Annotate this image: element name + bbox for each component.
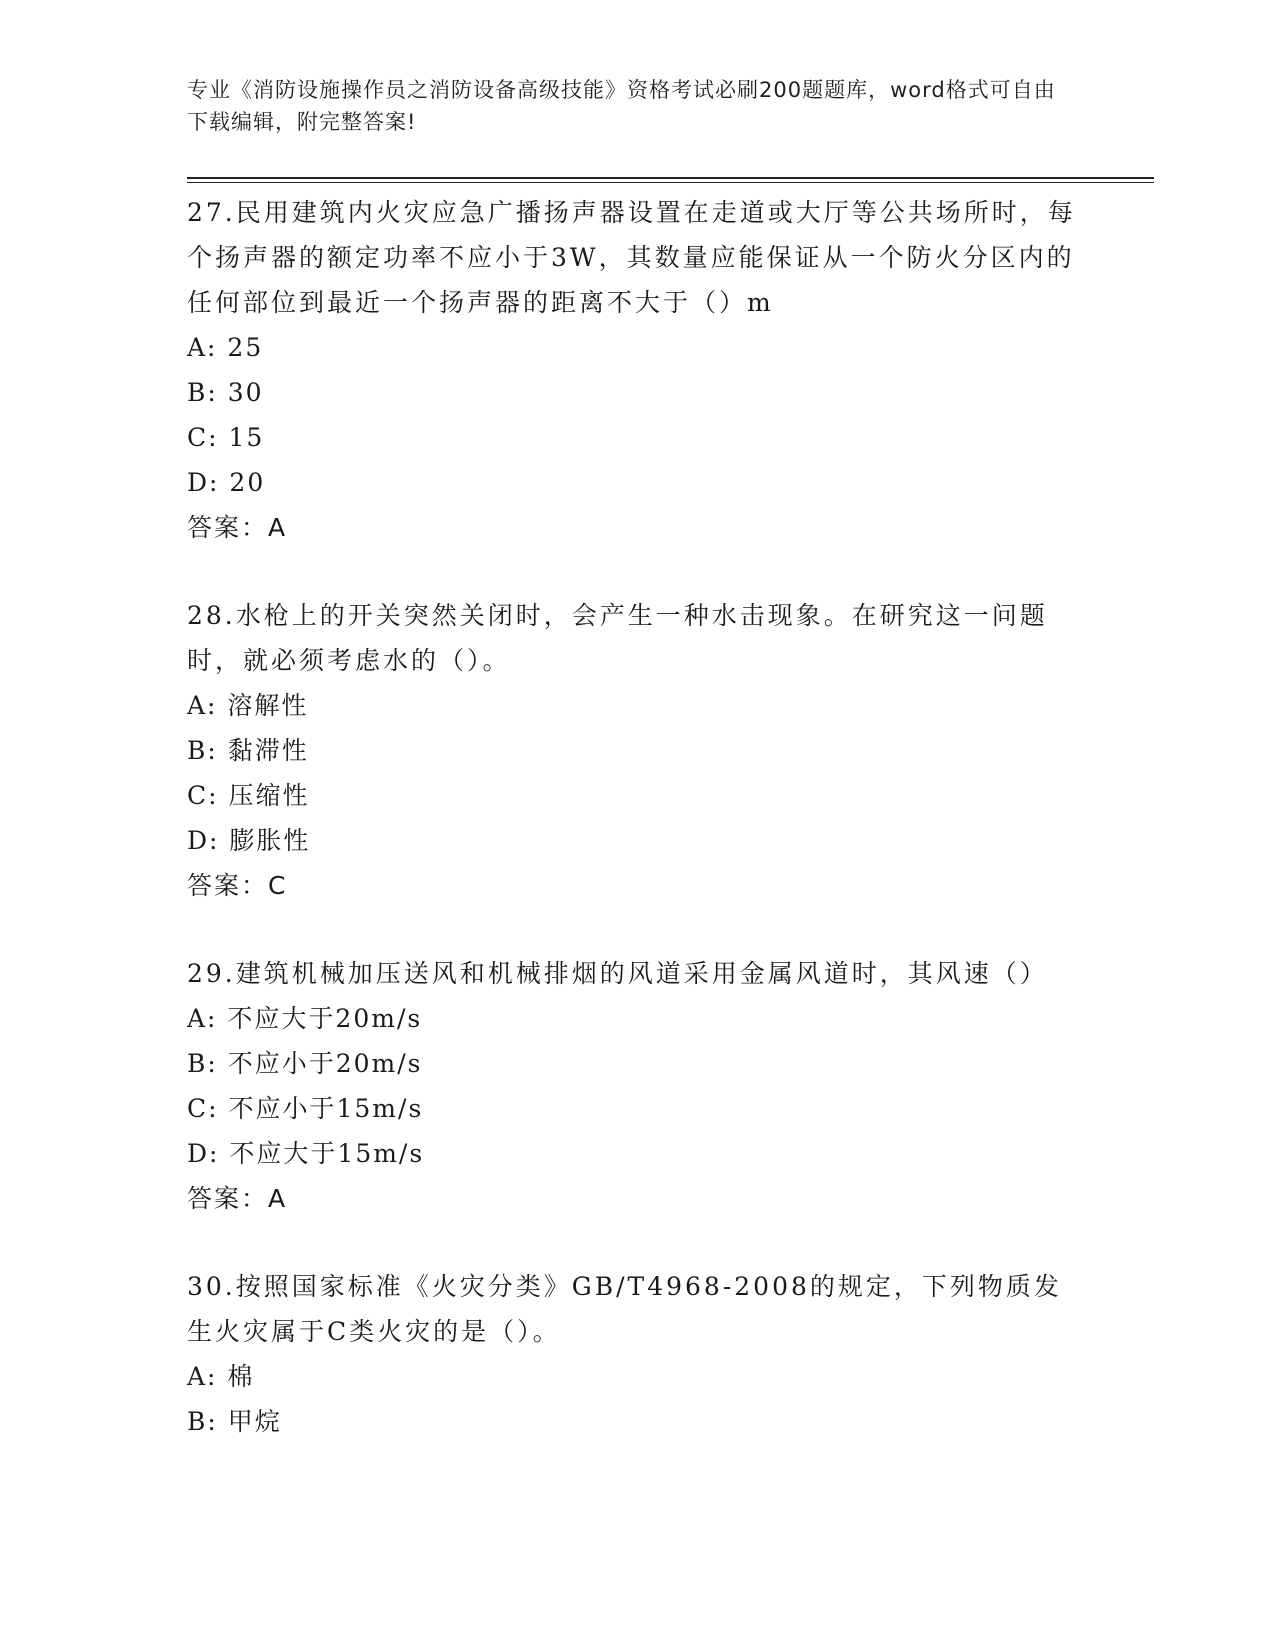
question-stem: 27.民用建筑内火灾应急广播扬声器设置在走道或大厅等公共场所时，每个扬声器的额定功率不应小于3W，其数量应能保证从一个防火分区内的任何部位到最近一个扬声器的距离不大于（）m: [187, 198, 1076, 317]
option-b: B: 不应小于20m/s: [187, 1049, 423, 1078]
question-stem: 28.水枪上的开关突然关闭时，会产生一种水击现象。在研究这一问题时，就必须考虑水的（）。: [187, 601, 1048, 675]
option-d: D: 20: [187, 468, 266, 497]
option-b: B: 黏滞性: [187, 736, 309, 765]
question-list: [187, 190, 1087, 1487]
question-30: [187, 1264, 1087, 1444]
option-a: A: 溶解性: [187, 691, 309, 720]
option-b: B: 甲烷: [187, 1407, 282, 1436]
question-27: [187, 190, 1087, 550]
option-a: A: 不应大于20m/s: [187, 1004, 423, 1033]
header-divider-thick: [187, 177, 1154, 179]
option-d: D: 膨胀性: [187, 826, 311, 855]
question-stem: 30.按照国家标准《火灾分类》GB/T4968-2008的规定，下列物质发生火灾属于C类火灾的是（）。: [187, 1272, 1062, 1346]
option-b: B: 30: [187, 378, 264, 407]
option-c: C: 压缩性: [187, 781, 310, 810]
question-28: [187, 593, 1087, 908]
option-c: C: 15: [187, 423, 265, 452]
option-c: C: 不应小于15m/s: [187, 1094, 424, 1123]
answer-line: 答案：A: [187, 513, 288, 542]
answer-line: 答案：A: [187, 1184, 288, 1213]
option-d: D: 不应大于15m/s: [187, 1139, 425, 1168]
question-stem: 29.建筑机械加压送风和机械排烟的风道采用金属风道时，其风速（）: [187, 959, 1048, 988]
option-a: A: 棉: [187, 1362, 255, 1391]
header-divider-thin: [187, 182, 1154, 183]
question-29: [187, 951, 1087, 1221]
answer-line: 答案：C: [187, 871, 288, 900]
document-header: 专业《消防设施操作员之消防设备高级技能》资格考试必刷200题题库，word格式可自由下载编辑，附完整答案!: [187, 78, 1056, 134]
option-a: A: 25: [187, 333, 264, 362]
